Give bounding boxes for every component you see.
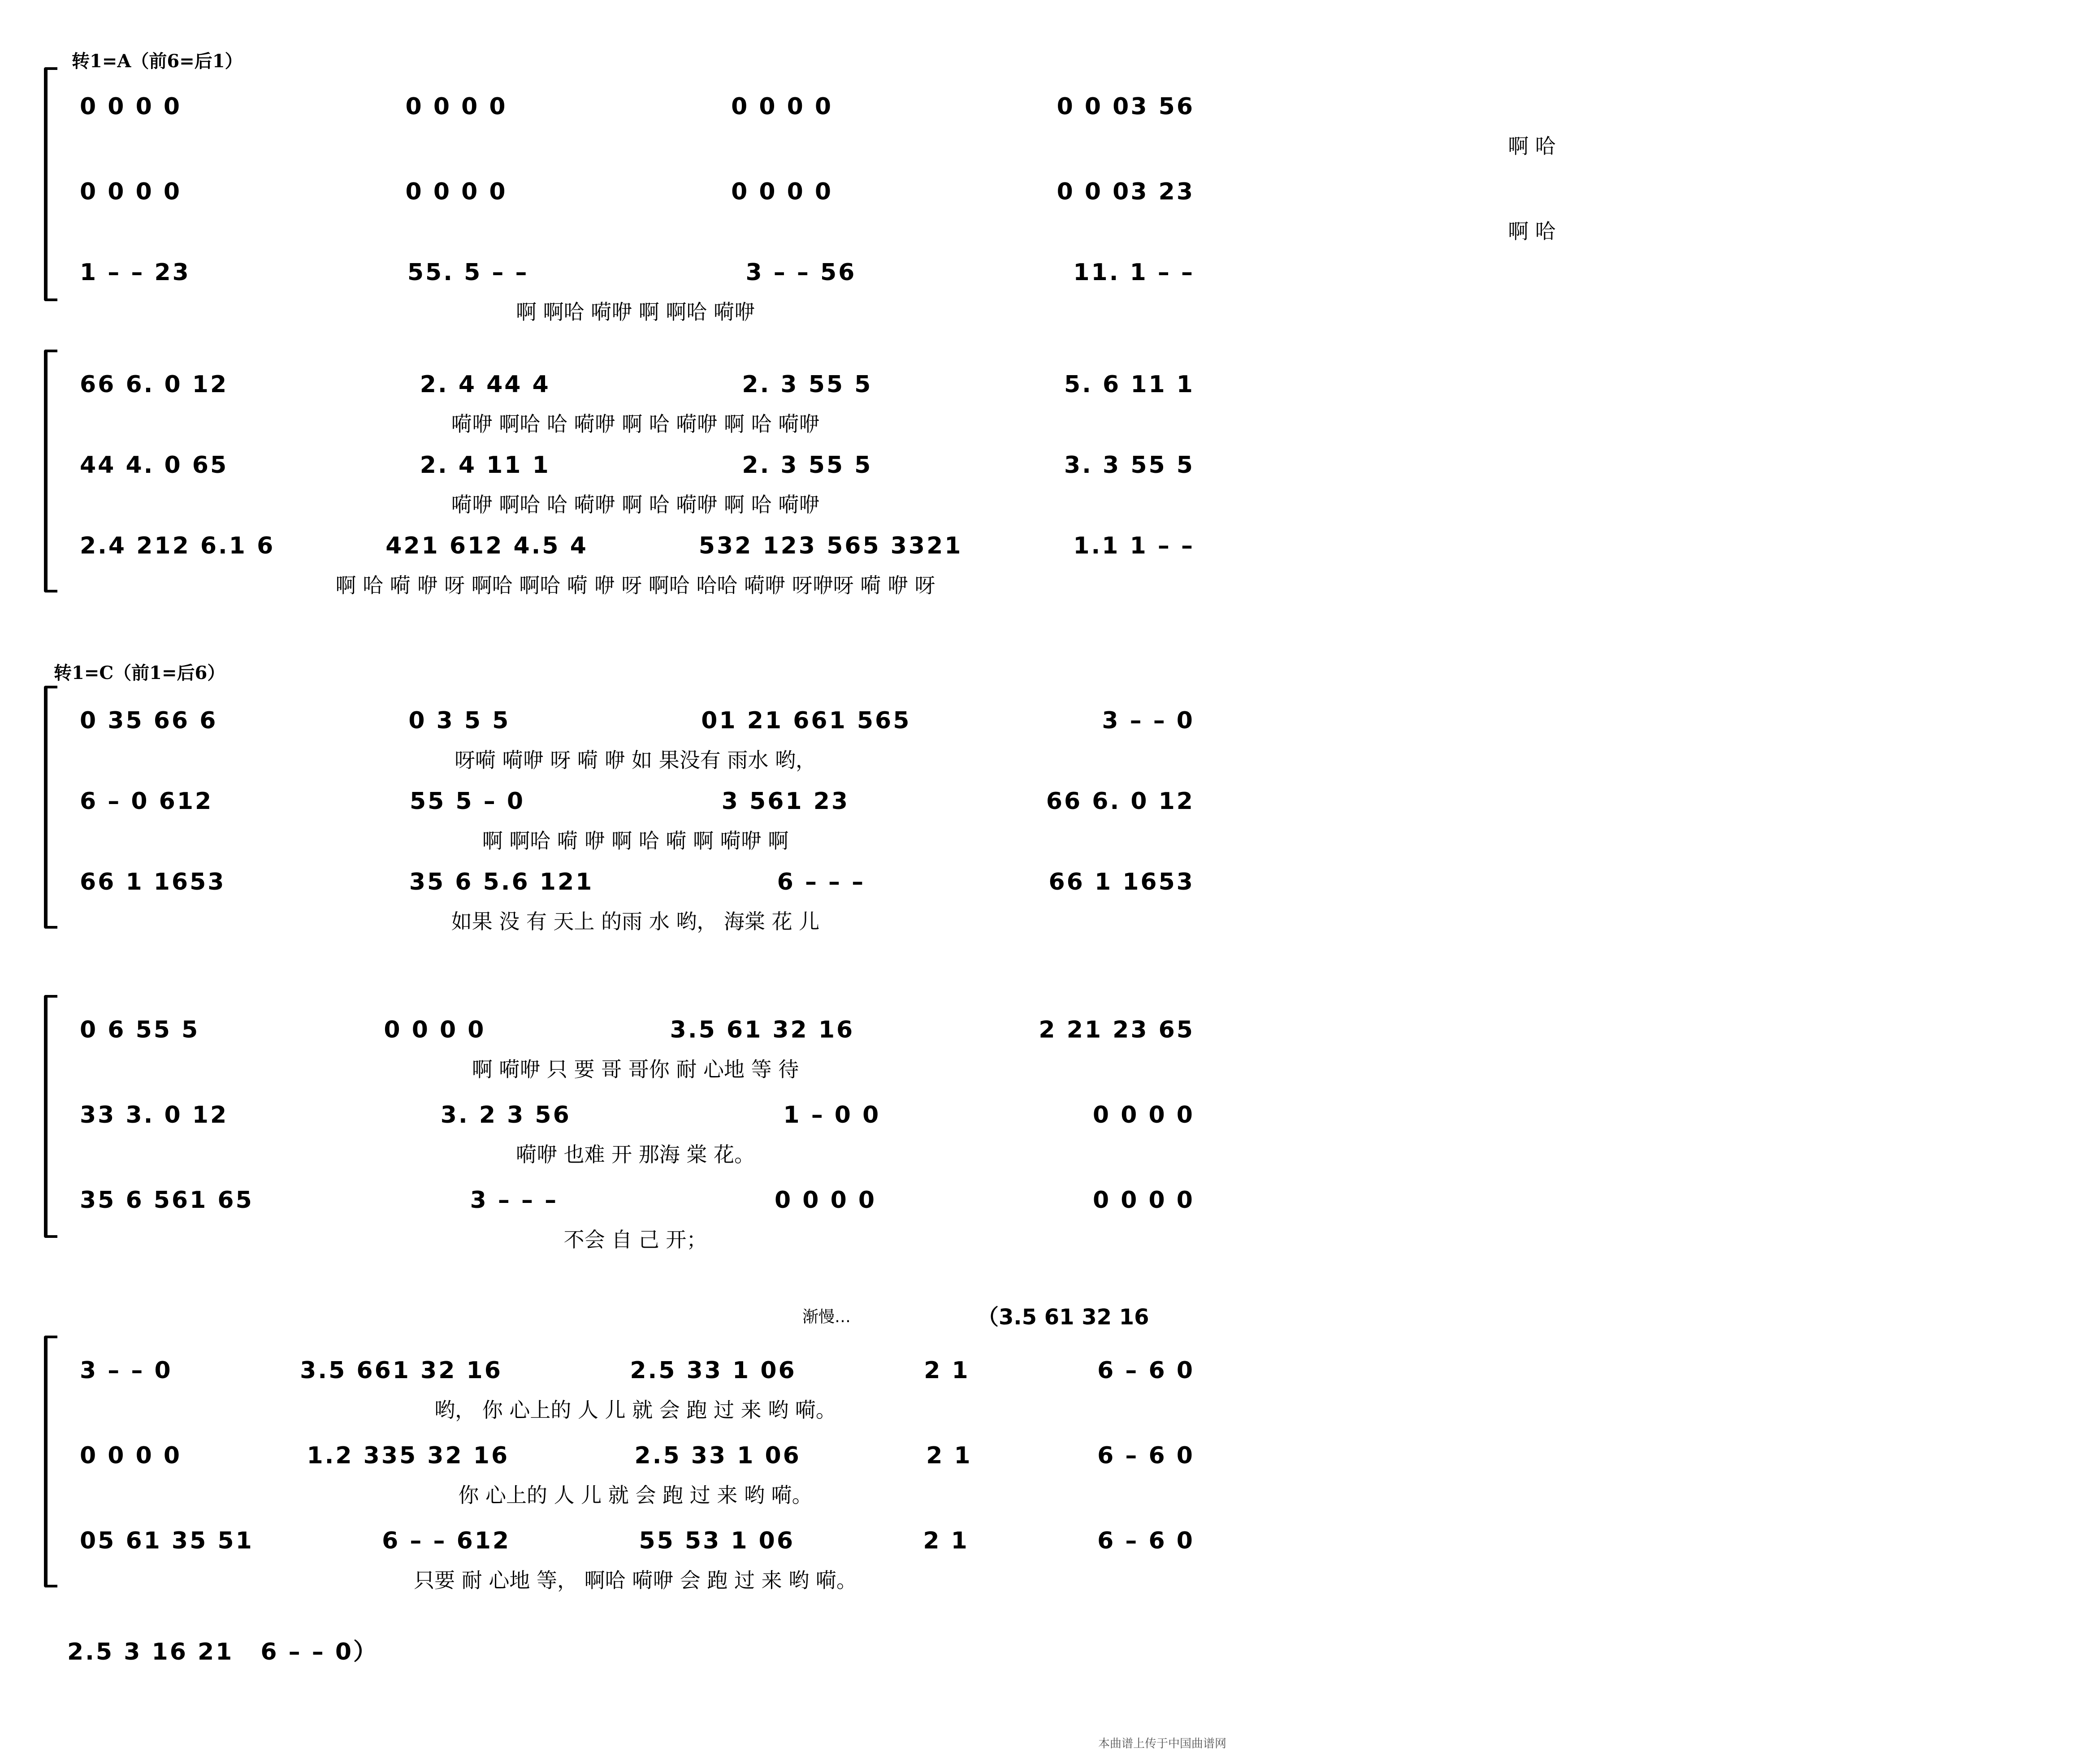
interlude-top: （3.5 61 32 16 [977,1305,1149,1330]
system-5 [49,1291,1204,1592]
interlude-tail: 2.5 3 16 21 6 – – 0） [67,1639,379,1665]
lyrics: 啊 哈 [1508,134,1556,158]
staff-3: 35 6 561 65 3 – – – 0 0 0 0 0 0 0 0 不会 自 己 开； [80,1187,1195,1252]
tempo-marking: 渐慢… [802,1308,851,1326]
staff-1: 0 6 55 5 0 0 0 0 3.5 61 32 16 2 21 23 65 啊 嗬咿 只 要 哥 哥你 耐 心地 等 待 [80,1016,1195,1081]
notes: 0 0 0 0 0 0 0 0 0 0 0 0 0 0 03 56 [80,93,1195,120]
system-4 [49,986,1204,1252]
staff-3: 66 1 1653 35 6 5.6 121 6 – – – 66 1 1653 如果 没 有 天上 的雨 水 哟， 海棠 花 儿 [80,869,1195,934]
staff-1: 66 6. 0 12 2. 4 44 4 2. 3 55 5 5. 6 11 1 嗬咿 啊哈 哈 嗬咿 啊 哈 嗬咿 啊 哈 嗬咿 [80,371,1195,436]
lyrics: 啊 啊哈 嗬咿 啊 啊哈 嗬咿 [515,300,755,324]
staff-2: 6 – 0 612 55 5 – 0 3 561 23 66 6. 0 12 啊 啊哈 嗬 咿 啊 哈 嗬 啊 嗬咿 啊 [80,788,1195,853]
staff-1 [67,81,1556,158]
system-bracket [44,686,57,929]
notes: 0 0 0 0 0 0 0 0 0 0 0 0 0 0 03 23 [80,178,1195,205]
system-bracket [44,350,57,592]
staff-2: 33 3. 0 12 3. 2 3 56 1 – 0 0 0 0 0 0 嗬咿 也难 开 那海 棠 花。 [80,1102,1195,1167]
staff-3 [67,246,1204,323]
staff-1: 3 – – 0 3.5 661 32 16 2.5 33 1 06 2 1 6 – 6 0 哟， 你 心上的 人 儿 就 会 跑 过 来 哟 嗬。 [80,1357,1195,1422]
key-change-c: 转1=C（前1=后6） [54,662,225,683]
system-bracket [44,1336,57,1587]
key-change-a: 转1=A（前6=后1） [72,51,243,72]
system-bracket [44,67,57,301]
notes: 1 – – 23 55. 5 – – 3 – – 56 11. 1 – – [80,259,1195,286]
staff-2 [67,166,1556,243]
staff-2: 0 0 0 0 1.2 335 32 16 2.5 33 1 06 2 1 6 – 6 0 你 心上的 人 儿 就 会 跑 过 来 哟 嗬。 [80,1442,1195,1507]
staff-1: 0 35 66 6 0 3 5 5 01 21 661 565 3 – – 0 呀嗬 嗬咿 呀 嗬 咿 如 果没有 雨水 哟， [80,707,1195,772]
watermark: 本曲谱上传于中国曲谱网 [1098,1737,1226,1751]
staff-3: 05 61 35 51 6 – – 612 55 53 1 06 2 1 6 – 6 0 只要 耐 心地 等， 啊哈 嗬咿 会 跑 过 来 哟 嗬。 [80,1527,1195,1592]
staff-2: 44 4. 0 65 2. 4 11 1 2. 3 55 5 3. 3 55 5 嗬咿 啊哈 哈 嗬咿 啊 哈 嗬咿 啊 哈 嗬咿 [80,452,1195,517]
system-2 [49,341,1204,597]
staff-3: 2.4 212 6.1 6 421 612 4.5 4 532 123 565 3321 1.1 1 – – 啊 哈 嗬 咿 呀 啊哈 啊哈 嗬 咿 呀 啊哈 哈哈 嗬咿 呀咿呀 嗬 咿 呀 [80,532,1195,597]
system-1 [49,49,1556,324]
system-bracket [44,995,57,1238]
lyrics: 啊 哈 [1508,219,1556,243]
system-3 [49,650,1204,934]
